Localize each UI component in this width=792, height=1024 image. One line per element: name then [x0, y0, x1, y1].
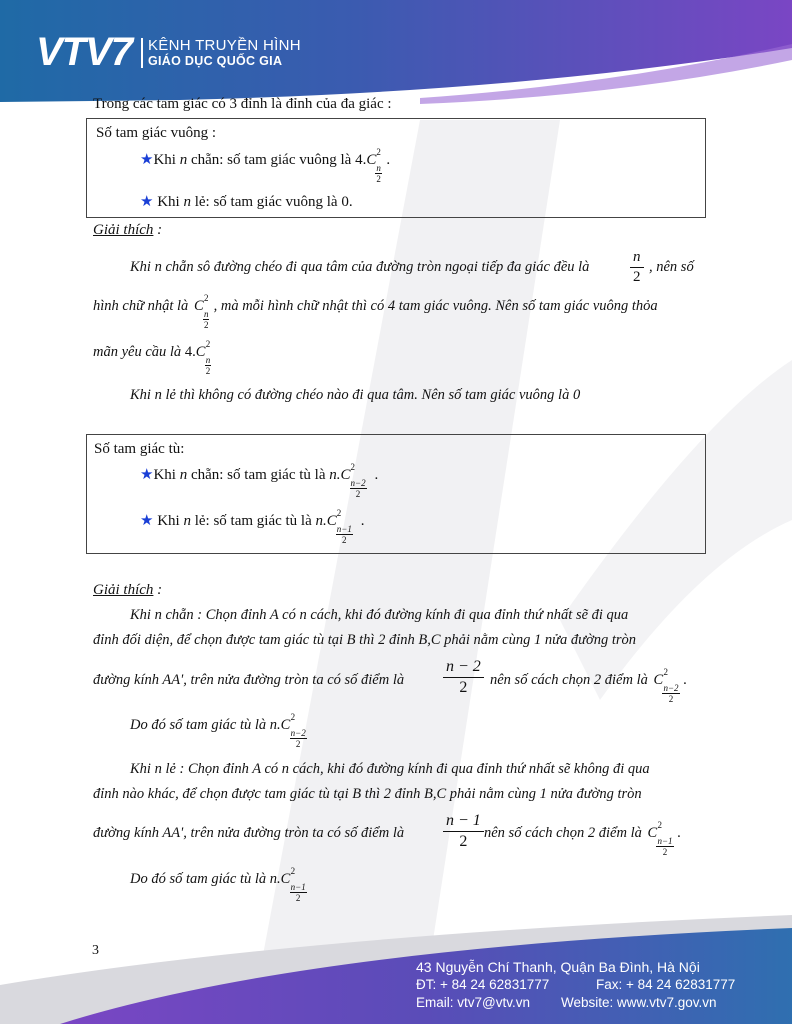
subfrac — [662, 683, 679, 704]
var-n: n — [179, 152, 188, 168]
num: n−1 — [336, 524, 352, 534]
t: Do đó số tam giác tù là — [130, 871, 267, 887]
combination — [193, 293, 209, 330]
subfrac — [290, 882, 307, 903]
var: AA' — [162, 825, 184, 841]
subfrac — [375, 163, 382, 184]
num: n−1 — [290, 882, 306, 892]
var: n — [299, 607, 307, 623]
combination — [280, 712, 306, 749]
den: 2 — [295, 893, 301, 903]
var: A — [269, 607, 279, 623]
t: lẻ : Chọn đỉnh — [165, 761, 249, 777]
num: n — [630, 248, 644, 268]
box1-title: Số tam giác vuông : — [96, 125, 216, 141]
t: nên số cách chọn 2 điểm là — [484, 825, 642, 841]
explain1-line1 — [130, 258, 589, 276]
dot: . — [360, 513, 365, 529]
t: hình chữ nhật là — [93, 298, 189, 314]
den: 2 — [668, 694, 674, 704]
label: lẻ: số tam giác vuông là — [194, 194, 338, 210]
brand-line-1: KÊNH TRUYỀN HÌNH — [148, 37, 301, 54]
den: 2 — [459, 679, 468, 696]
explain2-line5 — [130, 760, 650, 778]
t: đỉnh nào khác, để chọn được tam giác tù tại — [93, 786, 349, 802]
star-icon: ★ — [140, 152, 154, 168]
num: n — [205, 355, 211, 365]
frac-n-minus-1-over-2 — [443, 811, 484, 852]
C: C — [280, 871, 291, 887]
var: B — [352, 786, 362, 802]
sup: 2 — [350, 462, 355, 472]
footer-website[interactable]: Website: www.vtv7.gov.vn — [561, 995, 717, 1010]
t: Khi — [130, 607, 151, 623]
var: n — [154, 761, 162, 777]
t: thì 2 đỉnh — [359, 632, 415, 648]
sup: 2 — [203, 293, 209, 303]
page-number: 3 — [92, 943, 99, 958]
num: n−1 — [657, 836, 673, 846]
t: chẵn sô đường chéo đi qua tâm của đường tròn ngoại tiếp đa giác đều là — [165, 259, 590, 275]
label: chẵn: số tam giác tù là — [190, 467, 326, 483]
footer-fax: Fax: + 84 24 62831777 — [596, 977, 736, 992]
C: C — [647, 825, 658, 841]
C: C — [195, 344, 206, 360]
box2-item-even — [140, 462, 379, 499]
t: Khi — [130, 761, 151, 777]
t: chẵn : Chọn đỉnh — [165, 607, 267, 623]
label: Khi — [157, 513, 180, 529]
combination — [195, 339, 211, 376]
sup: 2 — [663, 667, 668, 677]
explain2-line3-end — [490, 667, 687, 704]
var: A — [252, 761, 261, 777]
explain1-line3 — [93, 339, 211, 376]
combination — [653, 667, 679, 704]
combination — [326, 508, 352, 545]
star-icon: ★ — [140, 194, 154, 210]
subfrac — [203, 309, 210, 330]
star-icon: ★ — [140, 467, 154, 483]
coef: n. — [269, 871, 281, 887]
t: , trên nửa đường tròn ta có số điểm là — [183, 672, 405, 688]
t: có — [264, 761, 279, 777]
t: có — [282, 607, 296, 623]
heading: Giải thích — [93, 582, 154, 598]
explain2-heading: Giải thích : — [93, 582, 163, 598]
explain1-line2 — [93, 293, 658, 330]
label: chẵn: số tam giác vuông là — [190, 152, 352, 168]
brand-line-2: GIÁO DỤC QUỐC GIA — [148, 54, 283, 68]
C: C — [193, 298, 204, 314]
coef: n. — [329, 467, 341, 483]
t: nên số cách chọn 2 điểm là — [490, 672, 648, 688]
var: B,C — [418, 632, 441, 648]
explain2-line3 — [93, 671, 404, 689]
dot: . — [677, 825, 681, 841]
footer-phone: ĐT: + 84 24 62831777 — [416, 977, 550, 992]
t: phải nằm cùng 1 nửa đường tròn — [449, 786, 642, 802]
den: 2 — [459, 833, 468, 850]
explain2-line7-end — [484, 820, 681, 857]
C: C — [366, 152, 377, 168]
sup: 2 — [657, 820, 662, 830]
heading: Giải thích — [93, 222, 154, 238]
coef: 4. — [184, 344, 196, 360]
t: cách, khi đó đường kính đi qua đỉnh thứ nhất sẽ đi qua — [310, 607, 629, 623]
label: Khi — [153, 467, 176, 483]
dot: . — [683, 672, 687, 688]
den: 2 — [203, 320, 209, 330]
label: Khi — [157, 194, 180, 210]
sup: 2 — [205, 339, 211, 349]
coef: n. — [315, 513, 327, 529]
num: n − 2 — [443, 657, 484, 678]
brand-divider — [141, 38, 143, 68]
sup: 2 — [376, 147, 381, 157]
explain1-heading: Giải thích : — [93, 222, 163, 238]
brand-logo: VTV7 — [36, 30, 133, 74]
explain2-line2 — [93, 631, 636, 649]
den: 2 — [295, 739, 301, 749]
den: 2 — [633, 269, 641, 285]
sup: 2 — [290, 866, 296, 876]
var: n — [154, 607, 162, 623]
dot: . — [386, 152, 391, 168]
box2-item-odd — [140, 508, 365, 545]
frac-n-minus-2-over-2 — [443, 657, 484, 698]
value: 0. — [341, 194, 353, 210]
label: lẻ: số tam giác tù là — [194, 513, 312, 529]
C: C — [326, 513, 337, 529]
combination — [340, 462, 366, 499]
box1-item-odd — [140, 193, 353, 211]
frac-n-over-2 — [630, 248, 644, 287]
C: C — [653, 672, 664, 688]
explain1-line1-end: , nên số — [649, 259, 694, 275]
num: n−2 — [350, 478, 366, 488]
subfrac — [290, 728, 307, 749]
var: n — [281, 761, 289, 777]
var-n: n — [183, 513, 191, 529]
t: thì 2 đỉnh — [364, 786, 421, 802]
coef: n. — [269, 717, 281, 733]
subfrac — [350, 478, 367, 499]
C: C — [340, 467, 351, 483]
var-n: n — [154, 387, 162, 403]
C: C — [280, 717, 291, 733]
t: phải nằm cùng 1 nửa đường tròn — [444, 632, 637, 648]
num: n−2 — [663, 683, 679, 693]
num: n−2 — [290, 728, 306, 738]
box2-title: Số tam giác tù: — [94, 441, 185, 457]
t: đường kính — [93, 672, 159, 688]
t: đỉnh đối diện, để chọn được tam giác tù tại — [93, 632, 344, 648]
var-n: n — [179, 467, 188, 483]
subfrac — [336, 524, 353, 545]
explain1-line4 — [130, 386, 580, 404]
dot: . — [374, 467, 379, 483]
footer-address: 43 Nguyễn Chí Thanh, Quận Ba Đình, Hà Nội — [416, 959, 700, 975]
combination — [366, 147, 381, 184]
den: 2 — [662, 847, 668, 857]
t: cách, khi đó đường kính đi qua đỉnh thứ nhất sẽ không đi qua — [292, 761, 650, 777]
var: B — [346, 632, 356, 648]
num: n — [203, 309, 209, 319]
t: Khi — [130, 259, 151, 275]
t: , trên nửa đường tròn ta có số điểm là — [183, 825, 405, 841]
var-n: n — [154, 259, 162, 275]
den: 2 — [355, 489, 361, 499]
footer-email[interactable]: Email: vtv7@vtv.vn — [416, 995, 530, 1010]
box1-item-even — [140, 147, 391, 184]
var: B,C — [423, 786, 447, 802]
explain2-line4 — [130, 712, 306, 749]
sup: 2 — [290, 712, 296, 722]
t: mãn yêu cầu là — [93, 344, 182, 360]
label: Khi — [153, 152, 176, 168]
t: Do đó số tam giác tù là — [130, 717, 267, 733]
den: 2 — [376, 174, 381, 184]
explain2-line7 — [93, 824, 404, 842]
subfrac — [205, 355, 212, 376]
coef: 4. — [355, 152, 367, 168]
combination — [280, 866, 306, 903]
sup: 2 — [336, 508, 342, 518]
t: lẻ thì không có đường chéo nào đi qua tâm. Nên số tam giác vuông là 0 — [165, 387, 581, 403]
star-icon: ★ — [140, 513, 154, 529]
t: đường kính — [93, 825, 159, 841]
var: AA' — [162, 672, 184, 688]
explain2-line1 — [130, 606, 628, 624]
subfrac — [656, 836, 673, 857]
den: 2 — [205, 366, 211, 376]
t: , mà mỗi hình chữ nhật thì có 4 tam giác vuông. Nên số tam giác vuông thỏa — [213, 298, 658, 314]
var-n: n — [183, 194, 191, 210]
den: 2 — [342, 535, 347, 545]
intro-text: Trong các tam giác có 3 đỉnh là đỉnh của đa giác : — [93, 96, 392, 112]
num: n — [376, 163, 381, 173]
explain2-line8 — [130, 866, 306, 903]
num: n − 1 — [443, 811, 484, 832]
combination — [647, 820, 673, 857]
t: Khi — [130, 387, 151, 403]
explain2-line6 — [93, 785, 642, 803]
